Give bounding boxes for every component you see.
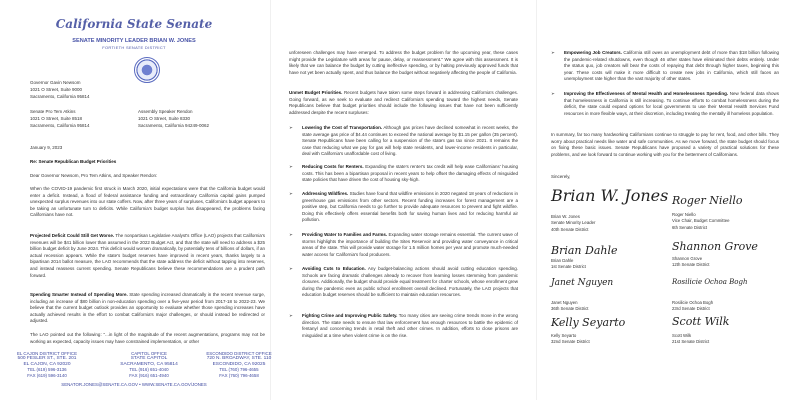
page-2 xyxy=(270,0,536,400)
arrow-bullet-icon: ➢ xyxy=(289,313,293,318)
paragraph-body: The nonpartisan Legislative Analyst's Office (LAO) projects that California's revenues will be $41 billion lower than assumed in the 2022 Budget Act, and that the state will need to address a $25 billion budget deficit by June 2024. This deficit would worsen dramatically, by potentially tens of billions of dollars, if an actual recession appears. While the state's budget reserves have improved in recent years, thanks largely to a bipartisan 2014 ballot measure, the LAO recommends that the state address the deficit without tapping into reserves, and instead reassess current spending. Senate Republicans believe these recommendations are a prudent path forward. xyxy=(30,233,265,278)
priority-text: Too many cities are seeing crime trends move in the wrong direction. The state needs to ensure that law enforcement has enough resources to battle the epidemic of fentanyl and concerning trends in retail theft and other crimes. In addition, efforts to close prisons are misguided at a time when violent crime is on the rise. xyxy=(302,313,518,338)
office-tel: TEL (916) 651-4040 xyxy=(129,367,169,373)
paragraph-heading: Projected Deficit Could Still Get Worse. xyxy=(30,233,115,238)
priority-item xyxy=(289,266,518,299)
senate-seal-icon xyxy=(134,57,160,83)
recipient-city: Sacramento, California 95814 xyxy=(30,123,90,128)
office-tel: TEL (760) 796-4655 xyxy=(219,367,259,373)
office-city: ESCONDIDO, CA 92025 xyxy=(212,361,266,367)
office-street: STATE CAPITOL xyxy=(130,356,168,362)
paragraph-spending xyxy=(30,292,265,325)
priority-heading: Improving the Effectiveness of Mental Health and Homelessness Spending. xyxy=(564,91,729,96)
arrow-bullet-icon: ➢ xyxy=(289,125,293,130)
signatory-district: 1st Senate District xyxy=(551,264,586,270)
priority-item xyxy=(289,313,518,339)
paragraph-summary: In summary, far too many hardworking Californians continue to struggle to pay for rent, food, and other bills. They worry about practical needs like water and safe communities. As we move forward, the state budget should focus on fixing these basic issues. Senate Republicans have proposed a variety of practical solutions for these problems, and we look forward to continue working with you for the betterment of Californians. xyxy=(551,132,779,157)
signature-image: Janet Nguyen xyxy=(551,278,614,288)
priority-item xyxy=(289,164,518,184)
office-name: EL CAJON DISTRICT OFFICE xyxy=(16,351,77,356)
signatory-district: 23rd Senate District xyxy=(672,306,710,312)
office-name: ESCONDIDO DISTRICT OFFICE xyxy=(206,351,272,356)
recipient-street: 1021 O Street, Suite 9000 xyxy=(30,87,83,92)
priority-heading: Addressing Wildfires. xyxy=(302,191,349,196)
closing: Sincerely, xyxy=(551,174,571,179)
signatory-name: Kelly Seyarto xyxy=(551,333,577,338)
paragraph-body: Recent budgets have taken some steps forward in addressing California's challenges. Going forward, as we seek to evaluate and redirect California's spending toward the highest needs, Senate Republicans believe that budget priorities should include the following issues that have not been sufficiently addressed despite the recent surpluses: xyxy=(289,90,518,115)
office-fax: FAX (619) 596-3140 xyxy=(27,372,67,378)
priority-item xyxy=(289,232,518,258)
priority-heading: Fighting Crime and Improving Public Safety. xyxy=(302,313,398,318)
recipient-street: 1021 O Street, Suite 8518 xyxy=(30,116,83,121)
page-1 xyxy=(0,0,272,400)
signatory-wilk xyxy=(672,315,729,346)
letterhead-district: FORTIETH SENATE DISTRICT xyxy=(102,45,166,50)
priority-heading: Lowering the Cost of Transportation. xyxy=(302,125,383,130)
signatory-nguyen xyxy=(551,278,613,313)
priority-item xyxy=(551,91,779,117)
paragraph-intro: When the COVID-19 pandemic first struck in March 2020, initial expectations were that the California budget would enter a deficit. Instead, a flood of federal assistance funding and extraordinary California capital gains pumped unexpected surplus revenues into our state coffers. Now, after three years of surpluses, California's budget appears to be taking an unfortunate turn to deficits. While California's budget surplus has disappeared, the problems facing Californians have not. xyxy=(30,186,265,218)
priority-text: Expanding water storage remains essential. The current wave of storms highlights the importance of building the Sites Reservoir and providing water conveyance in critical areas of the state. This will provide water storage for 1.5 million homes per year and promote much-needed water access for California's food producers. xyxy=(302,232,518,257)
footer-contact: SENATOR.JONES@SENATE.CA.GOV • WWW.SENATE.CA.GOV/JONES xyxy=(61,382,207,387)
arrow-bullet-icon: ➢ xyxy=(551,50,555,55)
paragraph-body: State spending increased dramatically in the recent revenue surge, including an increase of $80 billion in non-education spending over a five-year period from 2017-18 to 2022-23. We believe that the current budget outlook provides an opportunity to evaluate whether those spending increases have actually achieved results in the effort to combat California's major challenges, or should instead be redirected or adjusted. xyxy=(30,292,265,324)
priority-text: Expanding the state's renter's tax credit will help ease Californians' housing costs. This has been a bipartisan proposal in recent years to help offset the damaging effects of misguided state policies that have driven the cost of housing sky-high. xyxy=(302,164,518,183)
paragraph-unmet-priorities xyxy=(289,90,518,116)
recipient-pro-tem xyxy=(30,108,90,129)
signatory-district: 40th Senate District xyxy=(551,226,589,232)
office-name: CAPITOL OFFICE xyxy=(131,351,167,356)
priority-heading: Empowering Job Creators. xyxy=(564,50,622,55)
recipient-city: Sacramento, California 95814 xyxy=(30,94,90,99)
signature-image: Brian Dahle xyxy=(551,244,618,257)
arrow-bullet-icon: ➢ xyxy=(551,91,555,96)
signatory-niello xyxy=(672,194,743,231)
recipient-name: Assembly Speaker Rendon xyxy=(138,109,193,114)
arrow-bullet-icon: ➢ xyxy=(289,191,293,196)
signatory-district: 6th Senate District xyxy=(672,224,708,230)
priority-heading: Avoiding Cuts to Education. xyxy=(302,266,366,271)
priority-text: Although gas prices have declined somewhat in recent weeks, the state average gas price of $4.44 continues to exceed the national average by $1.15 per gallon (35 percent). Senate Republicans have been calling for a suspension of the state's gas tax since 2021. It remains the case that reducing what we pay for gas will help state residents, and lower-income residents in particular, deal with California's unaffordable cost of living. xyxy=(302,125,518,157)
priority-text: Studies have found that wildfire emissions in 2020 negated 18 years of reductions in greenhouse gas emissions from other sectors. Recent funding increases for forest management are a positive step, but California needs to go further to provide adequate resources to prevent and fight wildfire. Doing this effectively offers essential benefits both for saving human lives and for reducing harmful air pollution. xyxy=(302,191,518,223)
signatory-name: Roger Niello xyxy=(672,212,696,217)
letterhead-subtitle: SENATE MINORITY LEADER BRIAN W. JONES xyxy=(72,38,196,44)
letter-date: January 9, 2023 xyxy=(30,145,63,150)
paragraph-heading: Spending Smarter Instead of Spending More. xyxy=(30,292,128,297)
signatory-district: 21st Senate District xyxy=(672,339,710,345)
arrow-bullet-icon: ➢ xyxy=(289,232,293,237)
signatory-name: Brian Dahle xyxy=(551,258,574,263)
signatory-district: 12th Senate District xyxy=(672,262,710,268)
signatory-grove xyxy=(672,240,758,269)
signatory-name: Shannon Grove xyxy=(672,256,703,261)
arrow-bullet-icon: ➢ xyxy=(289,266,293,271)
priority-text: California still owes an unemployment debt of more than $18 billion following the pandemic-related shutdowns, even though 46 other states have eliminated their debts entirely. Under the status quo, job creators will bear the costs of repaying that debt through higher taxes, beginning this year. These costs will make it more difficult to create new jobs in California, which still faces an unemployment rate higher than the vast majority of other states. xyxy=(564,50,779,82)
recipient-name: Senate Pro Tem Atkins xyxy=(30,109,76,114)
recipient-name: Governor Gavin Newsom xyxy=(30,80,81,85)
signatory-name: Scott Wilk xyxy=(672,333,692,338)
paragraph-lao: The LAO pointed out the following: "...in light of the magnitude of the recent augmentations, programs may not be working as expected, capacity issues may have constrained implementation, or other xyxy=(30,332,265,344)
signatory-jones xyxy=(551,186,668,233)
signature-image: Scott Wilk xyxy=(672,315,730,328)
office-city: SACRAMENTO, CA 95814 xyxy=(120,361,178,367)
office-fax: FAX (760) 796-4658 xyxy=(219,372,259,378)
priority-text: Any budget-balancing actions should avoid cutting education spending. Schools are facing dramatic challenges already to recover from learning losses stemming from pandemic closures. Additionally, the budget should provide equal treatment for charter schools, whose enrollment grew during the pandemic even as public school enrollment overall declined. Fortunately, the LAO projects that education budget reserves should be sufficient to maintain education resources. xyxy=(302,266,518,298)
recipient-governor xyxy=(30,79,90,100)
priority-heading: Providing Water to Families and Farms. xyxy=(302,232,388,237)
priority-item xyxy=(289,191,518,224)
signatory-name: Rosilicie Ochoa Bogh xyxy=(672,300,714,305)
recipient-street: 1021 O Street, Suite 8330 xyxy=(138,116,191,121)
signature-image: Kelly Seyarto xyxy=(551,316,626,329)
signatory-district: 32nd Senate District xyxy=(551,339,590,345)
page-3 xyxy=(536,0,800,400)
priority-heading: Reducing Costs for Renters. xyxy=(302,164,364,169)
paragraph-heading: Unmet Budget Priorities. xyxy=(289,90,343,95)
signature-image: Rosilicie Ochoa Bogh xyxy=(672,278,748,286)
footer-office-escondido xyxy=(198,351,280,378)
signatory-name: Janet Nguyen xyxy=(551,300,578,305)
office-city: EL CAJON, CA 92020 xyxy=(23,361,71,367)
office-tel: TEL (619) 596-3136 xyxy=(27,367,67,373)
signature-image: Shannon Grove xyxy=(672,240,758,253)
office-fax: FAX (916) 651-4940 xyxy=(129,372,169,378)
arrow-bullet-icon: ➢ xyxy=(289,164,293,169)
signatory-dahle xyxy=(551,244,618,271)
signature-image: Brian W. Jones xyxy=(551,186,669,205)
paragraph-lao-continued: unforeseen challenges may have emerged. To address the budget problem for the upcoming year, these cases might provide the Legislature with areas for pause, delay, or reassessment." We agree with this assessment. It is likely that we can balance the budget by cutting ineffective spending, or by halting previously approved funds that have not yet been actually spent, and thus balance the budget without negatively affecting the people of California. xyxy=(289,50,518,75)
priority-item xyxy=(551,50,779,83)
office-street: 720 N. BROADWAY, STE. 110 xyxy=(206,356,272,362)
recipient-city: Sacramento, California 94249-0062 xyxy=(138,123,210,128)
letterhead-title: California State Senate xyxy=(55,17,213,31)
paragraph-deficit xyxy=(30,233,265,279)
signatory-title: Senate Minority Leader xyxy=(551,220,596,226)
priority-item xyxy=(289,125,518,158)
office-street: 500 FESLER ST., STE. 201 xyxy=(17,356,77,362)
footer-office-el-cajon xyxy=(2,351,92,378)
signature-image: Roger Niello xyxy=(672,194,743,207)
footer-office-capitol xyxy=(104,351,194,378)
priority-text: New federal data shows that homelessness in California is still increasing. To continue efforts to combat homelessness during the deficit, the state could expand options for local governments to use their Mental Health Services Fund resources in more flexible ways, at their discretion, including treating the mentally ill homeless population. xyxy=(564,91,779,116)
signatory-seyarto xyxy=(551,316,625,346)
salutation: Dear Governor Newsom, Pro Tem Atkins, and Speaker Rendon: xyxy=(30,173,158,178)
letter-subject: Re: Senate Republican Budget Priorities xyxy=(30,159,117,164)
signatory-name: Brian W. Jones xyxy=(551,214,580,219)
recipient-speaker xyxy=(138,108,209,129)
signatory-title: Vice Chair, Budget Committee xyxy=(672,218,730,224)
signatory-district: 36th Senate District xyxy=(551,306,589,312)
signatory-ochoa-bogh xyxy=(672,278,747,313)
